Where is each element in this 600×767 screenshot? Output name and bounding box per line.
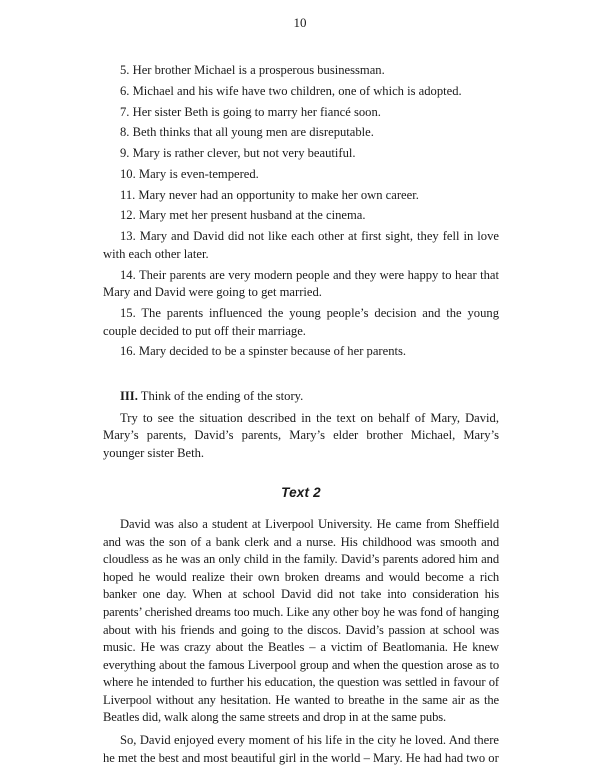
statement-item: 15. The parents influenced the young people’s decision and the young couple decided to put off their marriage. xyxy=(103,306,499,338)
statement-item: 13. Mary and David did not like each other at first sight, they fell in love with each other later. xyxy=(103,229,499,261)
text-two-heading: Text 2 xyxy=(281,485,321,501)
text-paragraph: David was also a student at Liverpool University. He came from Sheffield and was the son of a bank clerk and a nurse. His childhood was smooth and cloudless as he was an only child in the family. David’s parents adored him and hoped he would realize their own broken dreams and would become a rich banker one day. When at school David did not take into consideration his parents’ cherished dreams too much. Like any other boy he was fond of hanging about with his friends and going to the discos. David’s passion at school was music. He was crazy about the Beatles – a victim of Beatlomania. He knew everything about the famous Liverpool group and when the question arose as to where he intended to further his education, the question was settled in favour of Liverpool without any hesitation. He wanted to breathe in the same air as the Beatles did, walk along the same streets and drop in at the same pubs. xyxy=(103,516,499,725)
page-number: 10 xyxy=(293,15,307,30)
text-paragraph: So, David enjoyed every moment of his life in the city he loved. And there he met the best and most beautiful girl in the world – Mary. He had had two or xyxy=(103,733,499,765)
statement-item: 11. Mary never had an opportunity to make her own career. xyxy=(120,187,419,202)
statement-item: 14. Their parents are very modern people and they were happy to hear that Mary and David were going to get married. xyxy=(103,267,499,300)
statement-item: 6. Michael and his wife have two children, one of which is adopted. xyxy=(120,83,462,98)
task-instruction-text: Think of the ending of the story. xyxy=(140,388,304,403)
statement-item: 8. Beth thinks that all young men are disreputable. xyxy=(120,125,374,140)
task-three-instruction xyxy=(103,388,499,406)
statement-item: 10. Mary is even-tempered. xyxy=(120,166,259,181)
statement-item: 9. Mary is rather clever, but not very beautiful. xyxy=(120,146,356,161)
statement-item: 16. Mary decided to be a spinster because of her parents. xyxy=(120,344,407,359)
statement-item: 12. Mary met her present husband at the cinema. xyxy=(120,208,366,223)
statement-item: 5. Her brother Michael is a prosperous businessman. xyxy=(120,63,385,77)
page-content xyxy=(103,62,499,767)
statement-list xyxy=(103,62,499,361)
statement-item: 7. Her sister Beth is going to marry her fiancé soon. xyxy=(120,104,381,119)
task-numeral: III. xyxy=(120,388,138,403)
task-three-detail: Try to see the situation described in the text on behalf of Mary, David, Mary’s parents, David’s parents, Mary’s elder brother Michael, Mary’s younger sister Beth. xyxy=(103,410,499,460)
